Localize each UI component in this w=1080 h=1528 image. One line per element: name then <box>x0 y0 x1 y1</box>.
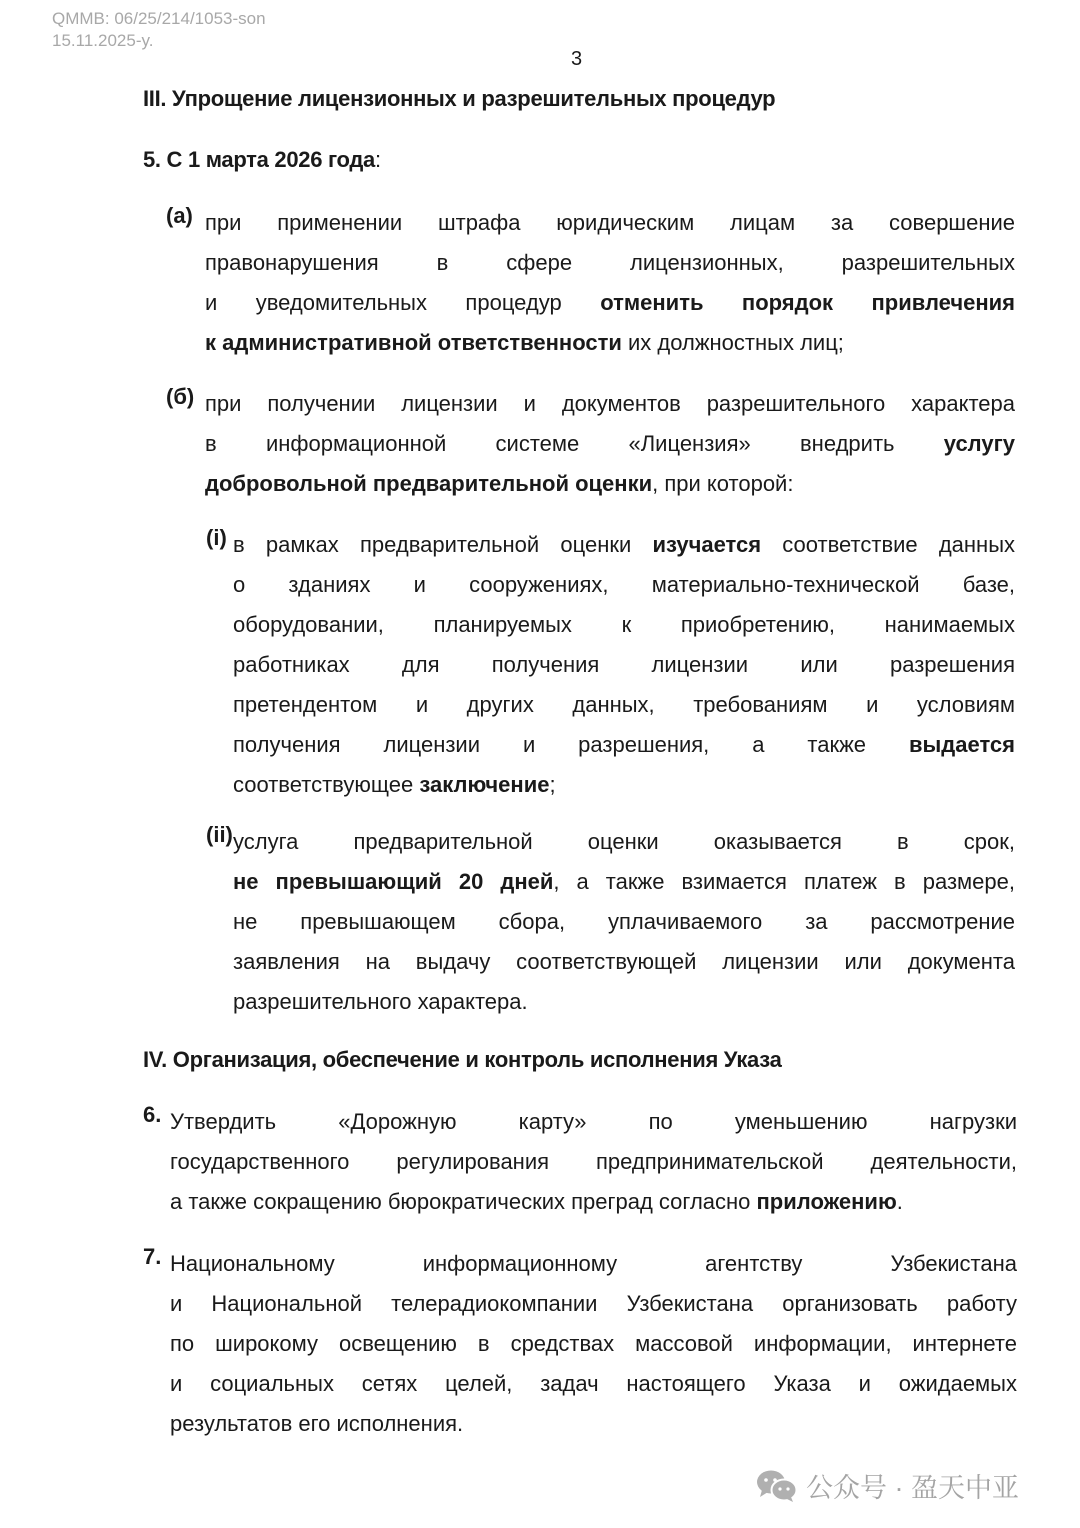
text-line <box>233 765 1015 805</box>
bold-text: услугу <box>943 431 1015 456</box>
text-line <box>205 384 1015 424</box>
text-line <box>170 1364 1017 1404</box>
text-segment: работниках для получения лицензии или разрешения <box>233 652 1015 677</box>
paragraph-label: (ii) <box>206 822 233 847</box>
paragraph-7 <box>143 1244 1017 1444</box>
text-line <box>233 685 1015 725</box>
item-5-colon: : <box>374 147 381 172</box>
text-segment: получения лицензии и разрешения, а также <box>233 732 909 757</box>
paragraph-label: 6. <box>143 1102 162 1127</box>
text-segment: и социальных сетях целей, задач настоящего Указа и ожидаемых <box>170 1371 1017 1396</box>
registration-stamp <box>52 8 266 52</box>
text-segment: претендентом и других данных, требованиям и условиям <box>233 692 1015 717</box>
wechat-icon <box>756 1469 798 1503</box>
text-segment: при получении лицензии и документов разрешительного характера <box>205 391 1015 416</box>
text-segment: . <box>896 1189 903 1214</box>
bold-text: выдается <box>908 732 1015 757</box>
bold-text: отменить порядок привлечения <box>600 290 1016 315</box>
bold-text: не превышающий 20 дней <box>233 869 554 894</box>
text-line <box>170 1142 1017 1182</box>
bold-text: изучается <box>652 532 762 557</box>
text-line <box>170 1182 1017 1222</box>
text-segment: правонарушения в сфере лицензионных, разрешительных <box>205 250 1015 275</box>
text-segment: соответствующее <box>233 772 420 797</box>
bold-text: приложению <box>756 1189 897 1214</box>
text-line <box>205 424 1015 464</box>
item-5-title-text: 5. С 1 марта 2026 года <box>143 147 375 172</box>
registration-number: QMMB: 06/25/214/1053-son <box>52 9 266 28</box>
text-line <box>233 862 1015 902</box>
text-segment: не превышающем сбора, уплачиваемого за рассмотрение <box>233 909 1015 934</box>
item-5-title <box>143 147 381 173</box>
text-segment: в рамках предварительной оценки <box>233 532 653 557</box>
paragraph-ii <box>206 822 1015 1022</box>
text-line <box>233 982 1015 1022</box>
text-segment: результатов его исполнения. <box>170 1411 464 1436</box>
text-segment: ; <box>549 772 556 797</box>
text-segment: Утвердить «Дорожную карту» по уменьшению нагрузки <box>170 1109 1017 1134</box>
text-line <box>170 1324 1017 1364</box>
bold-text: заключение <box>419 772 550 797</box>
section-4-title: IV. Организация, обеспечение и контроль исполнения Указа <box>143 1047 782 1072</box>
text-segment: разрешительного характера. <box>233 989 528 1014</box>
paragraph-label: (б) <box>166 384 195 409</box>
text-segment: а также сокращению бюрократических преград согласно <box>170 1189 757 1214</box>
text-line <box>170 1284 1017 1324</box>
text-segment: о зданиях и сооружениях, материально-технической базе, <box>233 572 1015 597</box>
text-segment: при применении штрафа юридическим лицам за совершение <box>205 210 1015 235</box>
paragraph-label: (а) <box>166 203 193 228</box>
paragraph-i <box>206 525 1015 805</box>
text-line <box>233 525 1015 565</box>
text-line <box>233 565 1015 605</box>
watermark <box>756 1466 1019 1505</box>
text-line <box>233 645 1015 685</box>
text-segment: , а также взимается платеж в размере, <box>553 869 1015 894</box>
text-segment: по широкому освещению в средствах массовой информации, интернете <box>170 1331 1017 1356</box>
text-line <box>233 605 1015 645</box>
text-line <box>170 1404 1017 1444</box>
text-segment: и Национальной телерадиокомпании Узбекистана организовать работу <box>170 1291 1017 1316</box>
page-number: 3 <box>571 48 583 70</box>
text-segment: соответствие данных <box>761 532 1015 557</box>
section-3-title: III. Упрощение лицензионных и разрешительных процедур <box>143 86 776 111</box>
text-segment: и уведомительных процедур <box>205 290 601 315</box>
text-line <box>233 822 1015 862</box>
text-segment: Национальному информационному агентству Узбекистана <box>170 1251 1017 1276</box>
paragraph-label: 7. <box>143 1244 162 1269</box>
watermark-text: 公众号 · 盈天中亚 <box>806 1473 1019 1503</box>
text-segment: государственного регулирования предпринимательской деятельности, <box>170 1149 1017 1174</box>
registration-date: 15.11.2025-y. <box>52 31 154 50</box>
text-line <box>233 942 1015 982</box>
text-line <box>205 283 1015 323</box>
text-line <box>170 1102 1017 1142</box>
text-segment: , при которой: <box>652 471 794 496</box>
bold-text: добровольной предварительной оценки <box>205 471 653 496</box>
text-line <box>233 725 1015 765</box>
bold-text: к административной ответственности <box>205 330 622 355</box>
text-segment: оборудовании, планируемых к приобретению, нанимаемых <box>233 612 1015 637</box>
text-line <box>205 464 1015 504</box>
text-line <box>170 1244 1017 1284</box>
paragraph-a <box>166 203 1016 363</box>
text-line <box>205 243 1015 283</box>
text-segment: их должностных лиц; <box>621 330 844 355</box>
text-segment: услуга предварительной оценки оказывается в срок, <box>233 829 1015 854</box>
text-segment: заявления на выдачу соответствующей лицензии или документа <box>233 949 1015 974</box>
text-segment: в информационной системе «Лицензия» внедрить <box>205 431 944 456</box>
text-line <box>205 323 1015 363</box>
text-line <box>233 902 1015 942</box>
text-line <box>205 203 1015 243</box>
paragraph-6 <box>143 1102 1017 1222</box>
paragraph-label: (i) <box>206 525 227 550</box>
paragraph-b <box>166 384 1015 504</box>
